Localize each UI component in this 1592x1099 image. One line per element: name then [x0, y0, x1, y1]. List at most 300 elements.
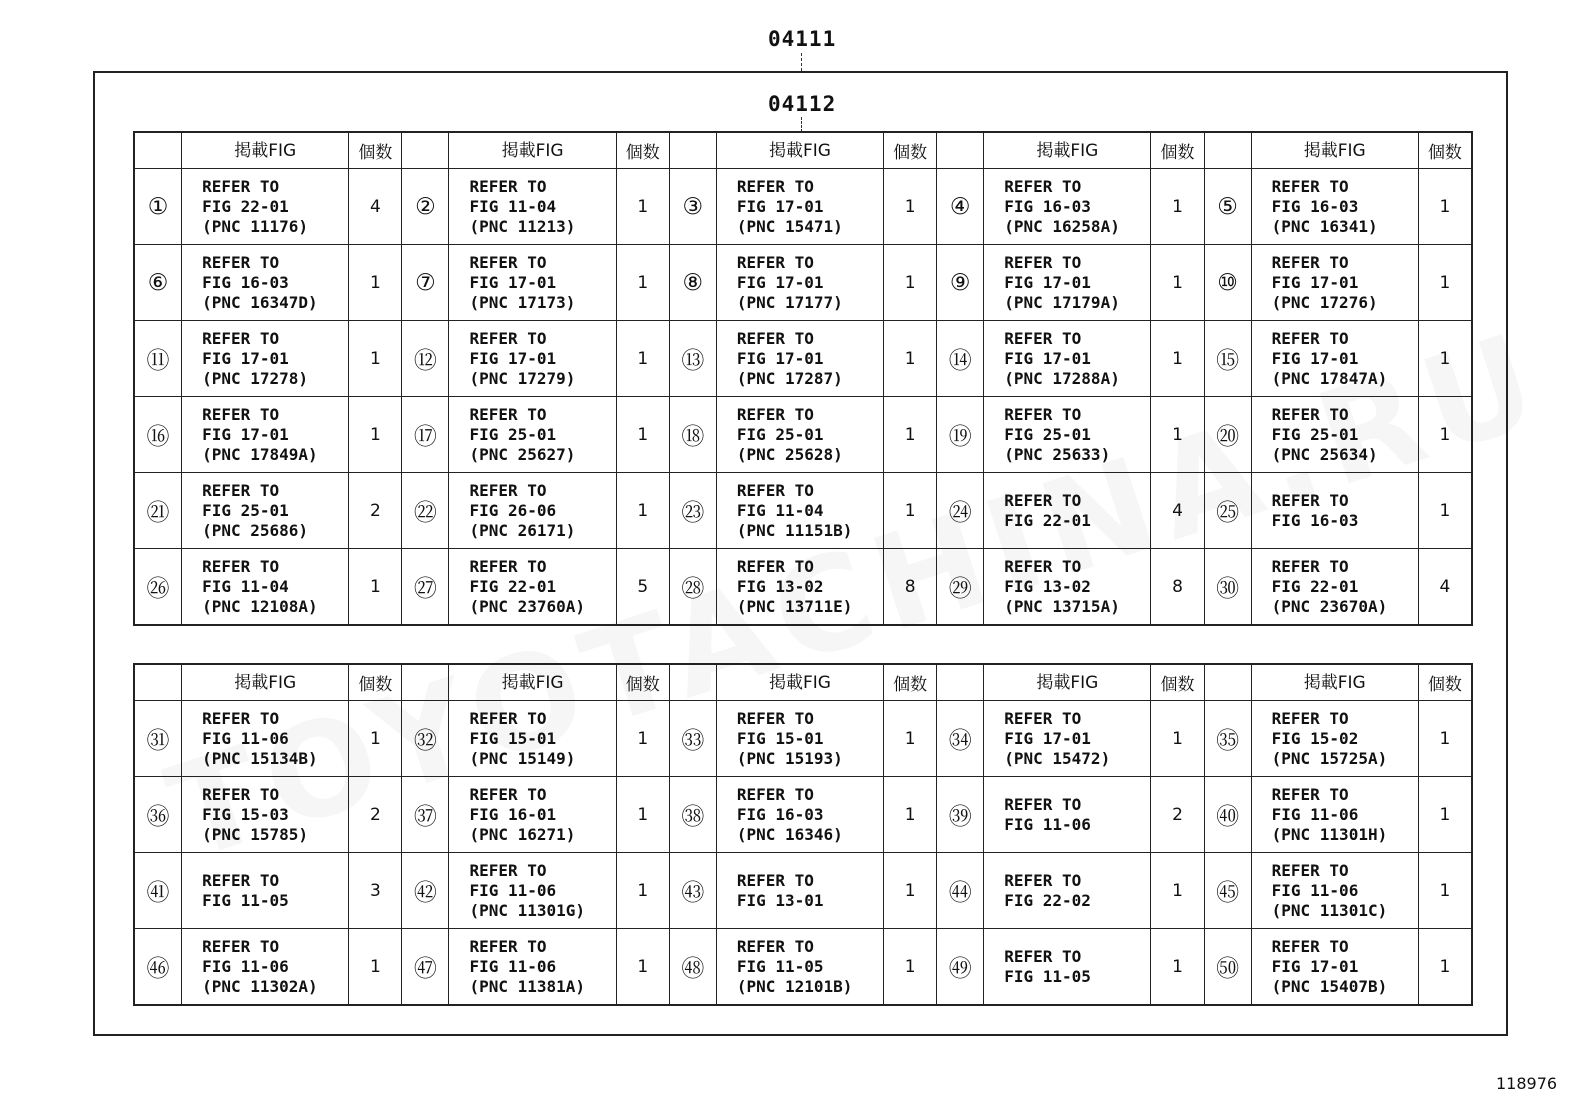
reference-line: REFER TO [736, 784, 814, 804]
table-row [134, 397, 1472, 473]
reference-cell [1251, 853, 1418, 929]
quantity-cell: 1 [1418, 853, 1472, 929]
reference-cell [1251, 549, 1418, 626]
reference-line: REFER TO [469, 404, 547, 424]
reference-line: FIG 26-06 [469, 500, 557, 520]
reference-line: FIG 11-05 [202, 890, 289, 910]
header-num [669, 132, 716, 169]
reference-line: (PNC 17179A) [1004, 292, 1120, 312]
header-fig: 掲載FIG [984, 132, 1151, 169]
callout-number: ㉘ [669, 549, 716, 626]
reference-line: REFER TO [202, 176, 280, 196]
reference-line: (PNC 17173) [469, 292, 576, 312]
quantity-cell: 1 [349, 701, 402, 777]
reference-line: (PNC 17177) [736, 292, 843, 312]
reference-line: FIG 13-02 [1004, 576, 1091, 596]
reference-table-1 [133, 131, 1473, 626]
reference-line: (PNC 11301C) [1271, 900, 1388, 920]
quantity-cell: 1 [884, 929, 937, 1006]
reference-line: FIG 22-02 [1004, 890, 1091, 910]
reference-line: FIG 17-01 [1271, 272, 1359, 292]
reference-line: REFER TO [736, 870, 814, 890]
table-row [134, 777, 1472, 853]
quantity-cell: 2 [349, 777, 402, 853]
reference-line: (PNC 17288A) [1004, 368, 1120, 388]
header-fig: 掲載FIG [716, 132, 883, 169]
reference-line: REFER TO [1271, 860, 1349, 880]
reference-cell [182, 397, 349, 473]
reference-table-2 [133, 663, 1473, 1006]
reference-line: REFER TO [202, 252, 280, 272]
reference-cell [182, 549, 349, 626]
reference-line: (PNC 15149) [469, 748, 576, 768]
reference-cell [182, 701, 349, 777]
callout-number: ㊻ [134, 929, 182, 1006]
reference-cell [182, 321, 349, 397]
header-qty: 個数 [1151, 664, 1204, 701]
reference-line: FIG 11-05 [736, 956, 824, 976]
reference-line: FIG 22-01 [202, 196, 289, 216]
reference-line: (PNC 11213) [469, 216, 576, 236]
callout-number: ㊱ [134, 777, 182, 853]
reference-line: (PNC 17849A) [202, 444, 318, 464]
quantity-cell: 1 [616, 701, 669, 777]
reference-line: (PNC 17276) [1271, 292, 1378, 312]
reference-cell [449, 321, 616, 397]
reference-line: REFER TO [202, 404, 280, 424]
callout-number: ㊳ [669, 777, 716, 853]
reference-cell [1251, 701, 1418, 777]
reference-line: FIG 13-01 [736, 890, 824, 910]
reference-line: (PNC 16341) [1271, 216, 1378, 236]
quantity-cell: 1 [616, 777, 669, 853]
reference-line: FIG 25-01 [1271, 424, 1359, 444]
reference-line: FIG 17-01 [1004, 728, 1091, 748]
reference-line: FIG 22-01 [1004, 510, 1091, 530]
header-qty: 個数 [1151, 132, 1204, 169]
quantity-cell: 1 [1151, 169, 1204, 245]
callout-number: ⑱ [669, 397, 716, 473]
reference-line: (PNC 15472) [1004, 748, 1111, 768]
reference-line: (PNC 17847A) [1271, 368, 1388, 388]
header-num [937, 664, 984, 701]
reference-line: REFER TO [736, 252, 814, 272]
quantity-cell: 2 [1151, 777, 1204, 853]
table-row [134, 701, 1472, 777]
reference-cell [716, 169, 883, 245]
reference-line: FIG 17-01 [1004, 348, 1091, 368]
quantity-cell: 2 [349, 473, 402, 549]
reference-cell [716, 777, 883, 853]
reference-cell [449, 473, 616, 549]
reference-line: (PNC 16258A) [1004, 216, 1120, 236]
reference-line: FIG 11-05 [1004, 966, 1091, 986]
header-fig: 掲載FIG [1251, 664, 1418, 701]
reference-line: (PNC 15471) [736, 216, 843, 236]
reference-line: FIG 15-02 [1271, 728, 1359, 748]
table-2-header [134, 664, 1472, 701]
quantity-cell: 1 [616, 321, 669, 397]
callout-number: ⑲ [937, 397, 984, 473]
reference-cell [1251, 169, 1418, 245]
reference-line: (PNC 13711E) [736, 596, 853, 616]
reference-line: FIG 22-01 [469, 576, 557, 596]
quantity-cell: 1 [1418, 929, 1472, 1006]
reference-cell [182, 853, 349, 929]
quantity-cell: 1 [884, 169, 937, 245]
callout-number: ㉞ [937, 701, 984, 777]
table-1-body [134, 169, 1472, 626]
callout-number: ② [402, 169, 449, 245]
header-qty: 個数 [884, 132, 937, 169]
header-qty: 個数 [616, 132, 669, 169]
reference-line: REFER TO [1271, 176, 1349, 196]
reference-line: (PNC 11302A) [202, 976, 318, 996]
reference-line: (PNC 11151B) [736, 520, 853, 540]
reference-line: FIG 16-03 [1271, 196, 1359, 216]
reference-line: REFER TO [1271, 936, 1349, 956]
reference-line: REFER TO [736, 708, 814, 728]
callout-number: ⑰ [402, 397, 449, 473]
reference-line: FIG 16-03 [202, 272, 289, 292]
reference-line: REFER TO [202, 328, 280, 348]
quantity-cell: 1 [349, 397, 402, 473]
header-fig: 掲載FIG [182, 132, 349, 169]
reference-cell [1251, 397, 1418, 473]
reference-line: (PNC 25633) [1004, 444, 1111, 464]
quantity-cell: 1 [1151, 397, 1204, 473]
reference-line: REFER TO [469, 252, 547, 272]
table-row [134, 929, 1472, 1006]
quantity-cell: 4 [1418, 549, 1472, 626]
header-num [669, 664, 716, 701]
callout-number: ㊲ [402, 777, 449, 853]
quantity-cell: 1 [616, 245, 669, 321]
reference-cell [182, 777, 349, 853]
callout-number: ⑦ [402, 245, 449, 321]
callout-number: ⑨ [937, 245, 984, 321]
reference-line: (PNC 11301H) [1271, 824, 1388, 844]
callout-number: ㊼ [402, 929, 449, 1006]
callout-number: ⑫ [402, 321, 449, 397]
callout-number: ㉕ [1204, 473, 1251, 549]
reference-cell [182, 473, 349, 549]
quantity-cell: 1 [884, 473, 937, 549]
reference-cell [449, 701, 616, 777]
quantity-cell: 1 [616, 929, 669, 1006]
reference-cell [984, 853, 1151, 929]
reference-line: REFER TO [469, 556, 547, 576]
header-num [402, 132, 449, 169]
callout-number: ㊾ [937, 929, 984, 1006]
callout-number: ㉗ [402, 549, 449, 626]
callout-number: ⑳ [1204, 397, 1251, 473]
illustration-id: 118976 [1496, 1074, 1558, 1093]
reference-cell [449, 397, 616, 473]
reference-cell [984, 245, 1151, 321]
quantity-cell: 1 [616, 853, 669, 929]
reference-cell [716, 321, 883, 397]
header-qty: 個数 [884, 664, 937, 701]
reference-line: (PNC 25627) [469, 444, 576, 464]
reference-line: REFER TO [1004, 176, 1082, 196]
reference-cell [1251, 777, 1418, 853]
callout-number: ㊺ [1204, 853, 1251, 929]
reference-line: REFER TO [736, 556, 814, 576]
table-2-body [134, 701, 1472, 1006]
callout-number: ㉝ [669, 701, 716, 777]
reference-cell [1251, 473, 1418, 549]
reference-line: (PNC 15785) [202, 824, 309, 844]
reference-line: REFER TO [1004, 328, 1082, 348]
reference-line: REFER TO [469, 328, 547, 348]
reference-line: FIG 25-01 [469, 424, 557, 444]
reference-line: REFER TO [469, 784, 547, 804]
reference-line: FIG 11-04 [202, 576, 289, 596]
reference-line: FIG 25-01 [202, 500, 289, 520]
reference-line: (PNC 16347D) [202, 292, 318, 312]
reference-line: REFER TO [1004, 794, 1082, 814]
table-row [134, 853, 1472, 929]
reference-line: (PNC 15725A) [1271, 748, 1388, 768]
quantity-cell: 1 [884, 777, 937, 853]
reference-line: (PNC 23670A) [1271, 596, 1388, 616]
reference-line: REFER TO [1004, 404, 1082, 424]
quantity-cell: 1 [1151, 321, 1204, 397]
reference-line: REFER TO [1271, 708, 1349, 728]
reference-line: FIG 17-01 [736, 196, 824, 216]
header-fig: 掲載FIG [984, 664, 1151, 701]
reference-line: FIG 11-06 [1271, 880, 1359, 900]
callout-number: ㉑ [134, 473, 182, 549]
reference-line: REFER TO [1004, 490, 1082, 510]
quantity-cell: 1 [1151, 701, 1204, 777]
reference-line: REFER TO [1271, 328, 1349, 348]
table-row [134, 169, 1472, 245]
reference-line: FIG 17-01 [1271, 956, 1359, 976]
reference-line: (PNC 11381A) [469, 976, 586, 996]
reference-line: (PNC 23760A) [469, 596, 586, 616]
reference-cell [984, 473, 1151, 549]
reference-line: FIG 15-01 [469, 728, 557, 748]
reference-line: FIG 25-01 [1004, 424, 1091, 444]
reference-cell [984, 549, 1151, 626]
table-row [134, 245, 1472, 321]
reference-line: (PNC 11176) [202, 216, 309, 236]
header-fig: 掲載FIG [449, 132, 616, 169]
callout-number: ⑯ [134, 397, 182, 473]
reference-line: FIG 17-01 [1004, 272, 1091, 292]
reference-line: FIG 17-01 [202, 348, 289, 368]
quantity-cell: 1 [349, 321, 402, 397]
callout-number: ⑥ [134, 245, 182, 321]
quantity-cell: 1 [1418, 169, 1472, 245]
quantity-cell: 1 [1418, 321, 1472, 397]
quantity-cell: 5 [616, 549, 669, 626]
reference-line: REFER TO [202, 936, 280, 956]
reference-line: FIG 22-01 [1271, 576, 1359, 596]
reference-cell [1251, 929, 1418, 1006]
reference-cell [449, 245, 616, 321]
reference-line: FIG 11-06 [202, 956, 289, 976]
callout-number: ⑪ [134, 321, 182, 397]
reference-line: REFER TO [1271, 404, 1349, 424]
reference-cell [182, 245, 349, 321]
reference-line: FIG 16-01 [469, 804, 557, 824]
callout-number: ① [134, 169, 182, 245]
header-fig: 掲載FIG [716, 664, 883, 701]
quantity-cell: 1 [349, 549, 402, 626]
reference-line: REFER TO [1271, 490, 1349, 510]
reference-line: REFER TO [1271, 556, 1349, 576]
reference-line: FIG 11-06 [1271, 804, 1359, 824]
reference-line: (PNC 17287) [736, 368, 843, 388]
callout-number: ㊵ [1204, 777, 1251, 853]
reference-cell [1251, 321, 1418, 397]
leader-line-outer [801, 53, 802, 71]
reference-line: FIG 17-01 [736, 348, 824, 368]
reference-line: FIG 11-04 [469, 196, 557, 216]
callout-number: ⑤ [1204, 169, 1251, 245]
quantity-cell: 1 [349, 929, 402, 1006]
reference-line: REFER TO [469, 176, 547, 196]
assembly-label-outer: 04111 [768, 27, 837, 51]
header-fig: 掲載FIG [449, 664, 616, 701]
reference-line: FIG 15-03 [202, 804, 289, 824]
reference-line: (PNC 25686) [202, 520, 309, 540]
callout-number: ㉚ [1204, 549, 1251, 626]
callout-number: ㊹ [937, 853, 984, 929]
header-qty: 個数 [1418, 664, 1472, 701]
reference-line: FIG 25-01 [736, 424, 824, 444]
reference-line: FIG 11-06 [1004, 814, 1091, 834]
header-row [134, 664, 1472, 701]
reference-line: REFER TO [202, 708, 280, 728]
reference-line: FIG 15-01 [736, 728, 824, 748]
quantity-cell: 1 [349, 245, 402, 321]
reference-cell [449, 169, 616, 245]
assembly-label-inner: 04112 [768, 92, 837, 116]
callout-number: ㉔ [937, 473, 984, 549]
reference-line: FIG 16-03 [736, 804, 824, 824]
quantity-cell: 1 [1151, 853, 1204, 929]
reference-line: FIG 16-03 [1004, 196, 1091, 216]
callout-number: ⑮ [1204, 321, 1251, 397]
reference-cell [449, 549, 616, 626]
reference-line: REFER TO [736, 480, 814, 500]
quantity-cell: 1 [616, 169, 669, 245]
header-qty: 個数 [616, 664, 669, 701]
quantity-cell: 1 [884, 853, 937, 929]
callout-number: ㊶ [134, 853, 182, 929]
quantity-cell: 1 [1418, 701, 1472, 777]
reference-line: (PNC 16346) [736, 824, 843, 844]
reference-line: (PNC 12101B) [736, 976, 853, 996]
reference-line: FIG 17-01 [1271, 348, 1359, 368]
table-1-header [134, 132, 1472, 169]
reference-line: REFER TO [202, 870, 280, 890]
header-num [402, 664, 449, 701]
reference-cell [984, 929, 1151, 1006]
reference-line: FIG 13-02 [736, 576, 824, 596]
reference-line: REFER TO [1004, 708, 1082, 728]
callout-number: ㉜ [402, 701, 449, 777]
quantity-cell: 1 [616, 397, 669, 473]
callout-number: ㉟ [1204, 701, 1251, 777]
reference-line: FIG 17-01 [202, 424, 289, 444]
callout-number: ㊽ [669, 929, 716, 1006]
quantity-cell: 1 [884, 701, 937, 777]
quantity-cell: 1 [884, 397, 937, 473]
header-num [1204, 664, 1251, 701]
quantity-cell: 4 [349, 169, 402, 245]
callout-number: ㊸ [669, 853, 716, 929]
reference-line: (PNC 16271) [469, 824, 576, 844]
reference-line: FIG 11-06 [202, 728, 289, 748]
reference-line: REFER TO [1004, 946, 1082, 966]
quantity-cell: 1 [616, 473, 669, 549]
reference-cell [716, 853, 883, 929]
reference-line: FIG 11-06 [469, 956, 557, 976]
reference-line: (PNC 15134B) [202, 748, 318, 768]
callout-number: ⑭ [937, 321, 984, 397]
reference-line: REFER TO [1004, 870, 1082, 890]
callout-number: ㉖ [134, 549, 182, 626]
reference-line: (PNC 17279) [469, 368, 576, 388]
reference-line: (PNC 25628) [736, 444, 843, 464]
reference-line: (PNC 25634) [1271, 444, 1378, 464]
reference-cell [984, 169, 1151, 245]
reference-line: REFER TO [1271, 784, 1349, 804]
reference-cell [449, 929, 616, 1006]
callout-number: ㉙ [937, 549, 984, 626]
callout-number: ㉓ [669, 473, 716, 549]
reference-line: REFER TO [469, 860, 547, 880]
quantity-cell: 8 [1151, 549, 1204, 626]
reference-line: FIG 17-01 [469, 272, 557, 292]
callout-number: ⑩ [1204, 245, 1251, 321]
header-fig: 掲載FIG [182, 664, 349, 701]
quantity-cell: 1 [1418, 397, 1472, 473]
reference-cell [449, 777, 616, 853]
reference-cell [984, 397, 1151, 473]
reference-cell [716, 245, 883, 321]
quantity-cell: 1 [884, 245, 937, 321]
reference-line: REFER TO [469, 936, 547, 956]
reference-cell [984, 701, 1151, 777]
quantity-cell: 1 [884, 321, 937, 397]
header-num [937, 132, 984, 169]
quantity-cell: 1 [1151, 929, 1204, 1006]
reference-cell [984, 777, 1151, 853]
quantity-cell: 1 [1418, 777, 1472, 853]
reference-cell [1251, 245, 1418, 321]
header-qty: 個数 [349, 664, 402, 701]
reference-cell [716, 397, 883, 473]
reference-line: REFER TO [202, 480, 280, 500]
quantity-cell: 3 [349, 853, 402, 929]
reference-line: REFER TO [1271, 252, 1349, 272]
table-row [134, 549, 1472, 626]
quantity-cell: 1 [1418, 245, 1472, 321]
callout-number: ⑧ [669, 245, 716, 321]
reference-cell [182, 169, 349, 245]
reference-line: FIG 11-04 [736, 500, 824, 520]
reference-cell [716, 549, 883, 626]
reference-line: (PNC 15193) [736, 748, 843, 768]
reference-line: REFER TO [736, 936, 814, 956]
reference-line: REFER TO [202, 556, 280, 576]
